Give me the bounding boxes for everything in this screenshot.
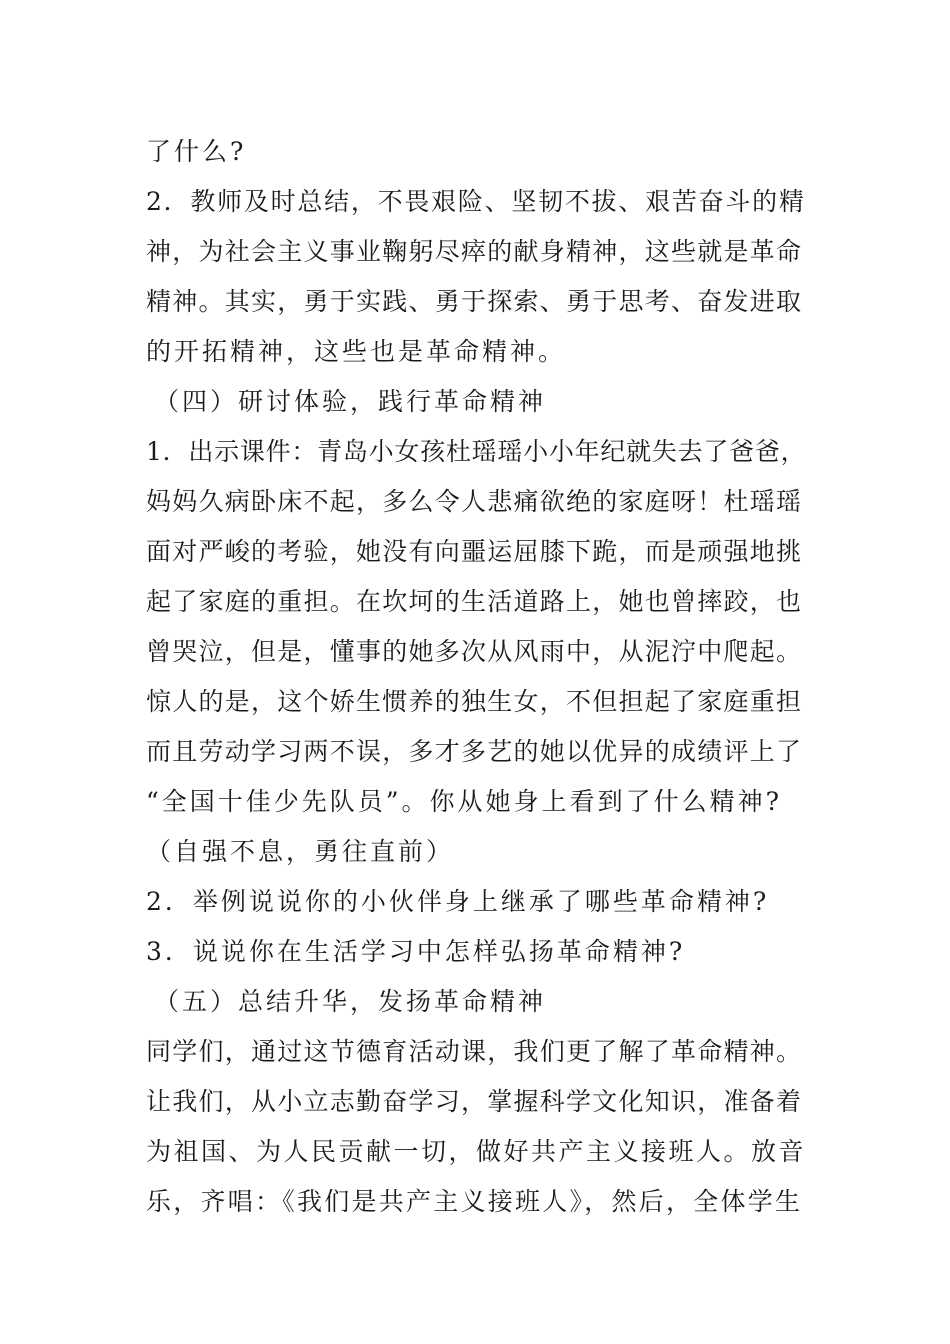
text-line: 了什么? (146, 137, 247, 166)
text-line: 而且劳动学习两不误，多才多艺的她以优异的成绩评上了 (146, 737, 803, 766)
text-line: 神，为社会主义事业鞠躬尽瘁的献身精神，这些就是革命 (146, 237, 803, 266)
text-line: 1．出示课件：青岛小女孩杜瑶瑶小小年纪就失去了爸爸， (146, 437, 807, 466)
section-heading: （四）研讨体验，践行革命精神 (154, 387, 547, 416)
text-line: 为祖国、为人民贡献一切，做好共产主义接班人。放音 (146, 1137, 807, 1166)
text-line: 惊人的是，这个娇生惯养的独生女，不但担起了家庭重担 (146, 687, 803, 716)
text-line: 的开拓精神，这些也是革命精神。 (146, 337, 567, 366)
text-line: 起了家庭的重担。在坎坷的生活道路上，她也曾摔跤，也 (146, 587, 803, 616)
section-heading: （五）总结升华，发扬革命精神 (154, 987, 547, 1016)
text-line: 面对严峻的考验，她没有向噩运屈膝下跪，而是顽强地挑 (146, 537, 803, 566)
text-line: 3．说说你在生活学习中怎样弘扬革命精神? (146, 937, 686, 966)
text-line: 精神。其实，勇于实践、勇于探索、勇于思考、奋发进取 (146, 287, 803, 316)
text-line: “全国十佳少先队员”。你从她身上看到了什么精神? (146, 787, 782, 816)
text-line: 乐，齐唱：《我们是共产主义接班人》，然后，全体学生 (146, 1187, 803, 1216)
text-line: 曾哭泣，但是，懂事的她多次从风雨中，从泥泞中爬起。 (146, 637, 803, 666)
text-line: 2．教师及时总结，不畏艰险、坚韧不拔、艰苦奋斗的精 (146, 187, 806, 216)
text-line: 2．举例说说你的小伙伴身上继承了哪些革命精神? (146, 887, 770, 916)
document-body (146, 127, 808, 1227)
text-line: 让我们，从小立志勤奋学习，掌握科学文化知识，准备着 (146, 1087, 803, 1116)
text-line: （自强不息，勇往直前） (146, 837, 455, 866)
text-line: 同学们，通过这节德育活动课，我们更了解了革命精神。 (146, 1037, 803, 1066)
text-line: 妈妈久病卧床不起，多么令人悲痛欲绝的家庭呀！杜瑶瑶 (146, 487, 803, 516)
